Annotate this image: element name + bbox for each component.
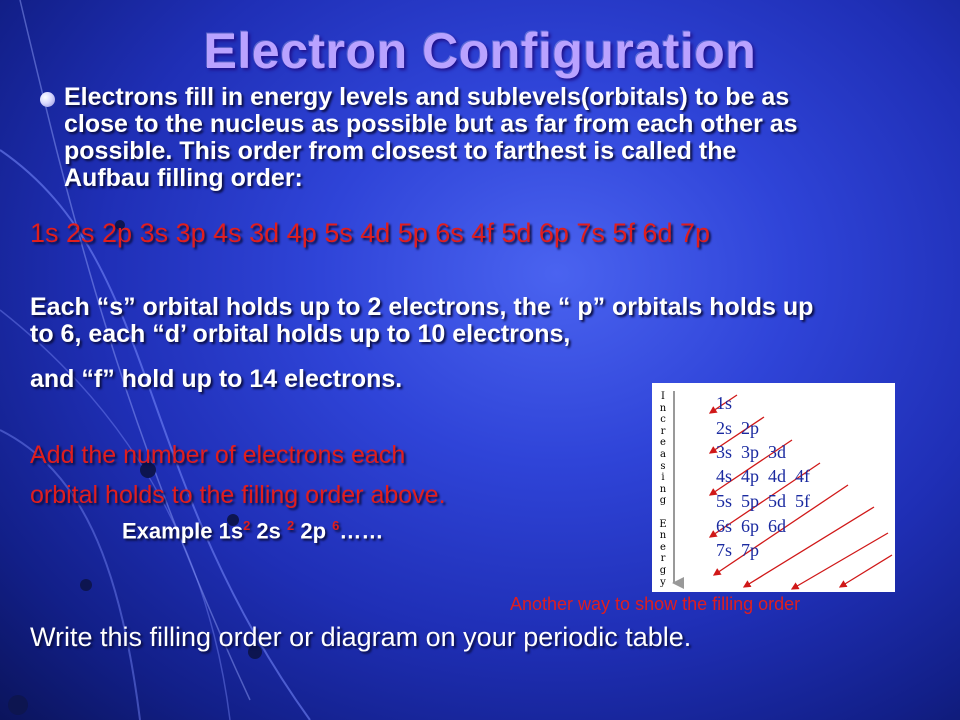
- diagram-row-4: 4s 4p 4d 4f: [716, 466, 810, 486]
- example-sup-2: 2: [287, 518, 295, 533]
- example-sup-1: 2: [243, 518, 251, 533]
- diagram-row-6: 6s 6p 6d: [716, 516, 787, 536]
- f-orbital-text: and “f” hold up to 14 electrons.: [30, 365, 403, 393]
- example-configuration: [122, 518, 383, 544]
- diagram-row-5: 5s 5p 5d 5f: [716, 491, 810, 511]
- diagram-row-7: 7s 7p: [716, 540, 760, 560]
- capacity-text: Each “s” orbital holds up to 2 electrons, the “ p” orbitals holds up to 6, each “d’ orbital holds up to 10 electrons,: [30, 293, 814, 348]
- example-prefix: Example 1s: [122, 518, 244, 544]
- footer-instruction: Write this filling order or diagram on your periodic table.: [30, 622, 692, 652]
- aufbau-diagram: [652, 383, 895, 592]
- example-mid-1: 2s: [250, 518, 288, 544]
- bullet-icon: [40, 92, 55, 107]
- example-mid-2: 2p: [294, 518, 333, 544]
- example-sup-3: 6: [332, 518, 340, 533]
- bullet-text: Electrons fill in energy levels and sublevels(orbitals) to be as close to the nucleus as possible but as far from each other as possible. This order from closest to farthest is called the Aufbau filling order:: [64, 83, 798, 192]
- instruction-line-2: orbital holds to the filling order above.: [30, 481, 446, 509]
- instruction-line-1: Add the number of electrons each: [30, 441, 406, 469]
- increasing-energy-label: I n c r e a s i n g E n e r g y: [659, 391, 667, 588]
- example-suffix: ……: [339, 518, 384, 544]
- diagram-caption: Another way to show the filling order: [510, 594, 801, 614]
- diagram-row-1: 1s: [716, 393, 733, 413]
- diagram-row-3: 3s 3p 3d: [716, 442, 787, 462]
- diagram-row-2: 2s 2p: [716, 418, 760, 438]
- slide-title: Electron Configuration: [203, 23, 757, 79]
- filling-order: 1s 2s 2p 3s 3p 4s 3d 4p 5s 4d 5p 6s 4f 5d 6p 7s 5f 6d 7p: [30, 218, 710, 248]
- diagram-arrows: [652, 383, 895, 592]
